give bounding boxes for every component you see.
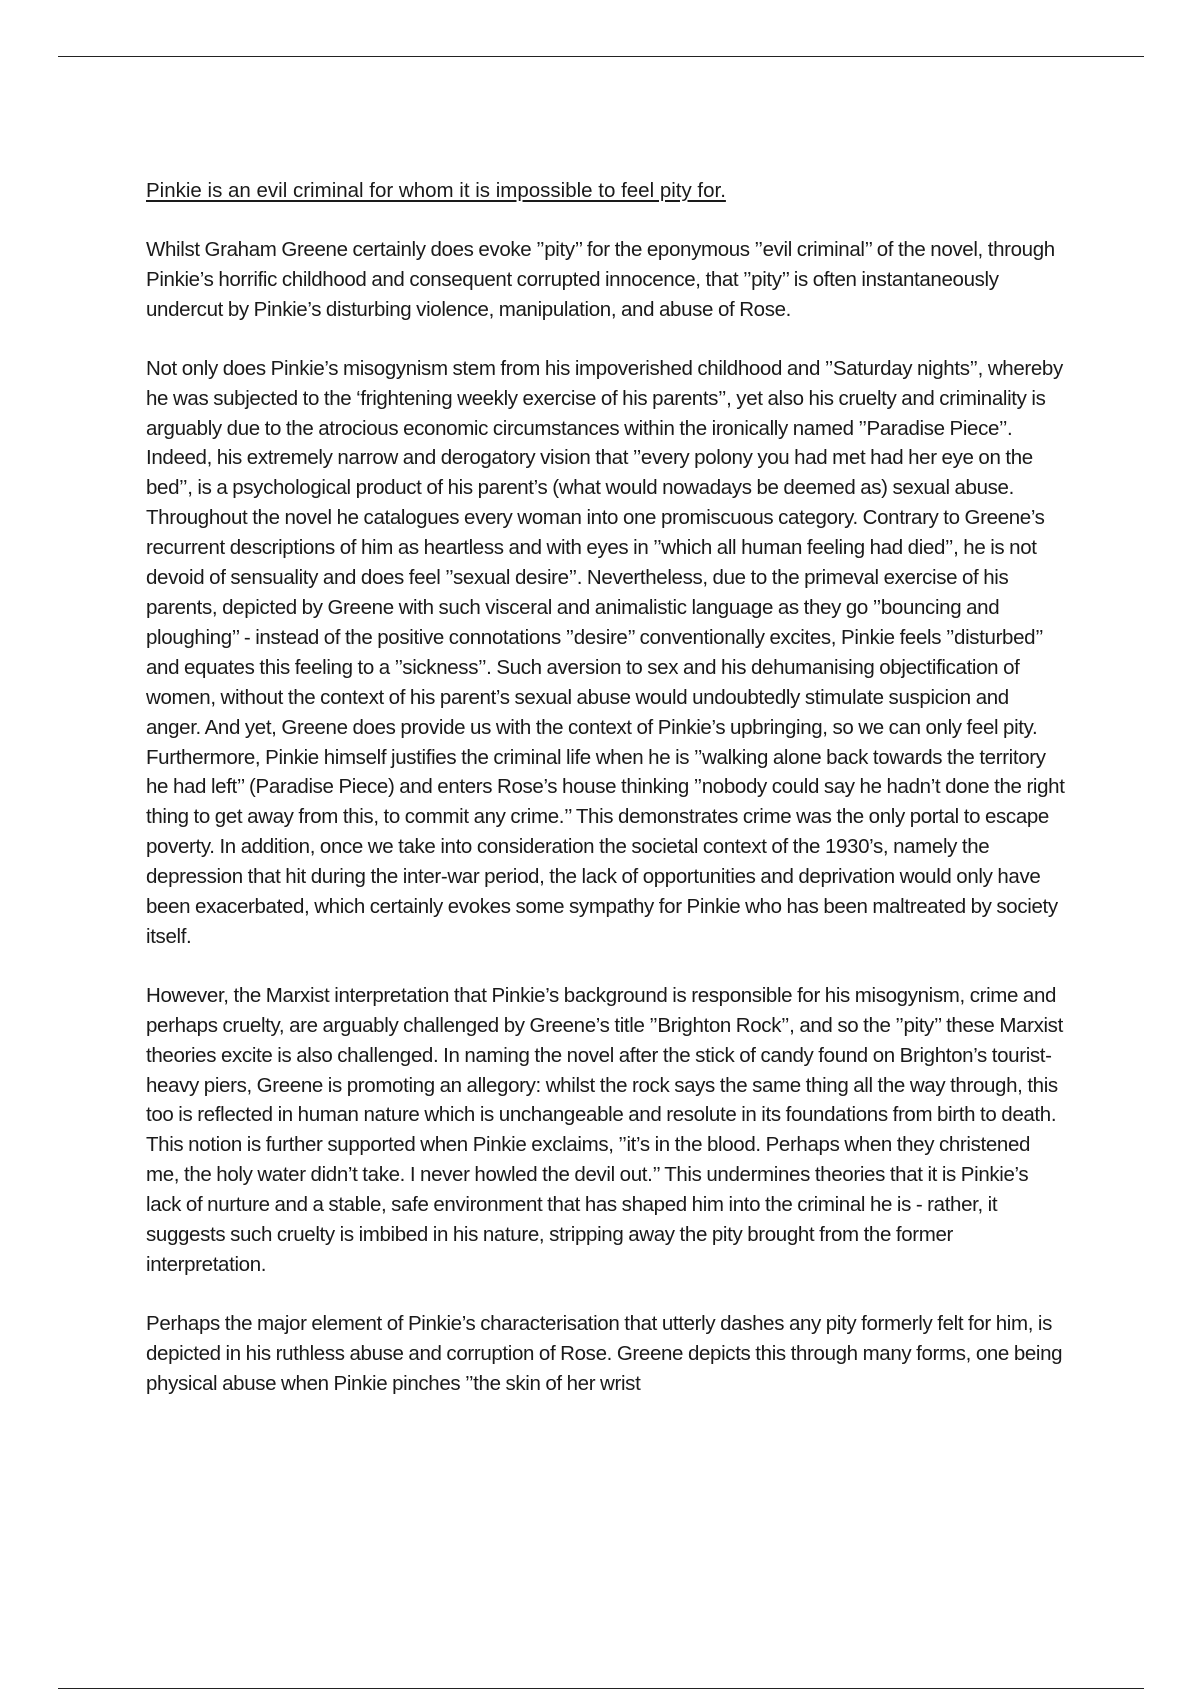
paragraph-childhood: Not only does Pinkie’s misogynism stem from his impoverished childhood and ’’Saturday nights’’, whereby he was subjected to the ‘frightening weekly exercise of his parents’’, yet also his cruelty and criminality is arguably due to the atrocious economic circumstances within the ironically named ’’Paradise Piece’’. Indeed, his extremely narrow and derogatory vision that ’’every polony you had met had her eye on the bed’’, is a psychological product of his parent’s (what would nowadays be deemed as) sexual abuse. Throughout the novel he catalogues every woman into one promiscuous category. Contrary to Greene’s recurrent descriptions of him as heartless and with eyes in ’’which all human feeling had died’’, he is not devoid of sensuality and does feel ’’sexual desire’’. Nevertheless, due to the primeval exercise of his parents, depicted by Greene with such visceral and animalistic language as they go ’’bouncing and ploughing’’ - instead of the positive connotations ’’desire’’ conventionally excites, Pinkie feels ’’disturbed’’ and equates this feeling to a ’’sickness’’. Such aversion to sex and his dehumanising objectification of women, without the context of his parent’s sexual abuse would undoubtedly stimulate suspicion and anger. And yet, Greene does provide us with the context of Pinkie’s upbringing, so we can only feel pity. Furthermore, Pinkie himself justifies the criminal life when he is ’’walking alone back towards the territory he had left’’ (Paradise Piece) and enters Rose’s house thinking ’’nobody could say he hadn’t done the right thing to get away from this, to commit any crime.’’ This demonstrates crime was the only portal to escape poverty. In addition, once we take into consideration the societal context of the 1930’s, namely the depression that hit during the inter-war period, the lack of opportunities and deprivation would only have been exacerbated, which certainly evokes some sympathy for Pinkie who has been maltreated by society itself. [146, 356, 1065, 948]
paragraph-intro: Whilst Graham Greene certainly does evoke ’’pity’’ for the eponymous ’’evil criminal’’ of the novel, through Pinkie’s horrific childhood and consequent corrupted innocence, that ’’pity’’ is often instantaneously undercut by Pinkie’s disturbing violence, manipulation, and abuse of Rose. [146, 238, 1055, 321]
essay-body [146, 176, 1066, 1399]
essay-title: Pinkie is an evil criminal for whom it is impossible to feel pity for. [146, 179, 726, 202]
paragraph-marxist: However, the Marxist interpretation that Pinkie’s background is responsible for his misogynism, crime and perhaps cruelty, are arguably challenged by Greene’s title ’’Brighton Rock’’, and so the ’’pity’’ these Marxist theories excite is also challenged. In naming the novel after the stick of candy found on Brighton’s tourist-heavy piers, Greene is promoting an allegory: whilst the rock says the same thing all the way through, this too is reflected in human nature which is unchangeable and resolute in its foundations from birth to death. This notion is further supported when Pinkie exclaims, ’’it’s in the blood. Perhaps when they christened me, the holy water didn’t take. I never howled the devil out.’’ This undermines theories that it is Pinkie’s lack of nurture and a stable, safe environment that has shaped him into the criminal he is - rather, it suggests such cruelty is imbibed in his nature, stripping away the pity brought from the former interpretation. [146, 983, 1063, 1276]
paragraph-rose: Perhaps the major element of Pinkie’s characterisation that utterly dashes any pity formerly felt for him, is depicted in his ruthless abuse and corruption of Rose. Greene depicts this through many forms, one being physical abuse when Pinkie pinches ’’the skin of her wrist [146, 1311, 1063, 1395]
header-rule [58, 56, 1144, 57]
footer-rule [58, 1688, 1144, 1689]
